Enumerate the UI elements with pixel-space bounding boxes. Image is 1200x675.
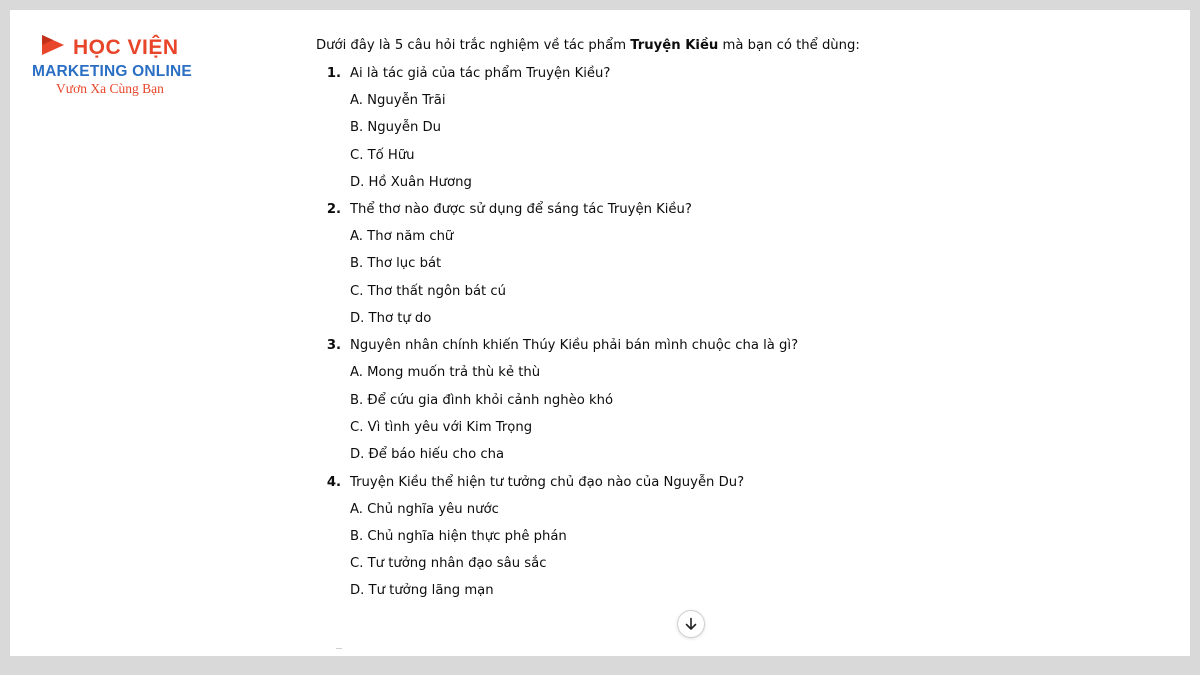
answer-option: A. Mong muốn trả thù kẻ thù <box>350 365 541 381</box>
question-item <box>316 201 956 328</box>
question-text: Nguyên nhân chính khiến Thúy Kiều phải bán mình chuộc cha là gì? <box>350 338 799 354</box>
option-list <box>316 92 956 192</box>
answer-option: D. Để báo hiếu cho cha <box>350 447 505 463</box>
answer-option: C. Tư tưởng nhân đạo sâu sắc <box>350 556 547 572</box>
question-item <box>316 474 956 601</box>
divider <box>336 648 342 649</box>
question-list <box>316 65 956 600</box>
answer-option: C. Vì tình yêu với Kim Trọng <box>350 419 533 435</box>
question-item <box>316 337 956 464</box>
question-line <box>316 201 956 219</box>
answer-option: B. Để cứu gia đình khỏi cảnh nghèo khó <box>350 392 614 408</box>
question-number: 4. <box>326 474 341 490</box>
question-line <box>316 65 956 83</box>
question-text: Thể thơ nào được sử dụng để sáng tác Truyện Kiều? <box>350 202 692 218</box>
brand-logo <box>22 30 192 110</box>
screenshot-frame <box>10 10 1190 656</box>
option-list <box>316 364 956 464</box>
chat-message <box>316 37 956 610</box>
option-list <box>316 501 956 601</box>
question-number: 2. <box>326 202 341 218</box>
answer-option: C. Tố Hữu <box>350 147 415 163</box>
intro-bold-title: Truyện Kiều <box>630 38 719 53</box>
scroll-down-button[interactable] <box>677 610 705 638</box>
question-item <box>316 65 956 192</box>
answer-option: B. Chủ nghĩa hiện thực phê phán <box>350 528 567 544</box>
option-list <box>316 228 956 328</box>
logo-subtitle: MARKETING ONLINE <box>32 63 192 80</box>
question-line <box>316 337 956 355</box>
question-number: 1. <box>326 66 341 81</box>
answer-option: B. Nguyễn Du <box>350 120 442 136</box>
answer-option: A. Chủ nghĩa yêu nước <box>350 501 499 517</box>
logo-slogan: Vươn Xa Cùng Bạn <box>56 81 164 96</box>
answer-option: D. Thơ tự do <box>350 311 432 327</box>
answer-option: A. Nguyễn Trãi <box>350 93 446 108</box>
arrow-down-icon <box>684 617 698 631</box>
intro-text: Dưới đây là 5 câu hỏi trắc nghiệm về tác phẩm Truyện Kiều mà bạn có thể dùng: <box>316 38 860 53</box>
answer-option: D. Tư tưởng lãng mạn <box>350 583 494 599</box>
answer-option: A. Thơ năm chữ <box>350 229 454 245</box>
answer-option: D. Hồ Xuân Hương <box>350 174 472 190</box>
play-icon <box>39 32 67 58</box>
question-text: Ai là tác giả của tác phẩm Truyện Kiều? <box>350 66 611 81</box>
question-number: 3. <box>326 338 341 354</box>
question-text: Truyện Kiều thể hiện tư tưởng chủ đạo nào của Nguyễn Du? <box>350 474 745 490</box>
answer-option: B. Thơ lục bát <box>350 256 442 272</box>
answer-option: C. Thơ thất ngôn bát cú <box>350 283 507 299</box>
logo-title: HỌC VIỆN <box>73 36 179 59</box>
question-line <box>316 474 956 492</box>
